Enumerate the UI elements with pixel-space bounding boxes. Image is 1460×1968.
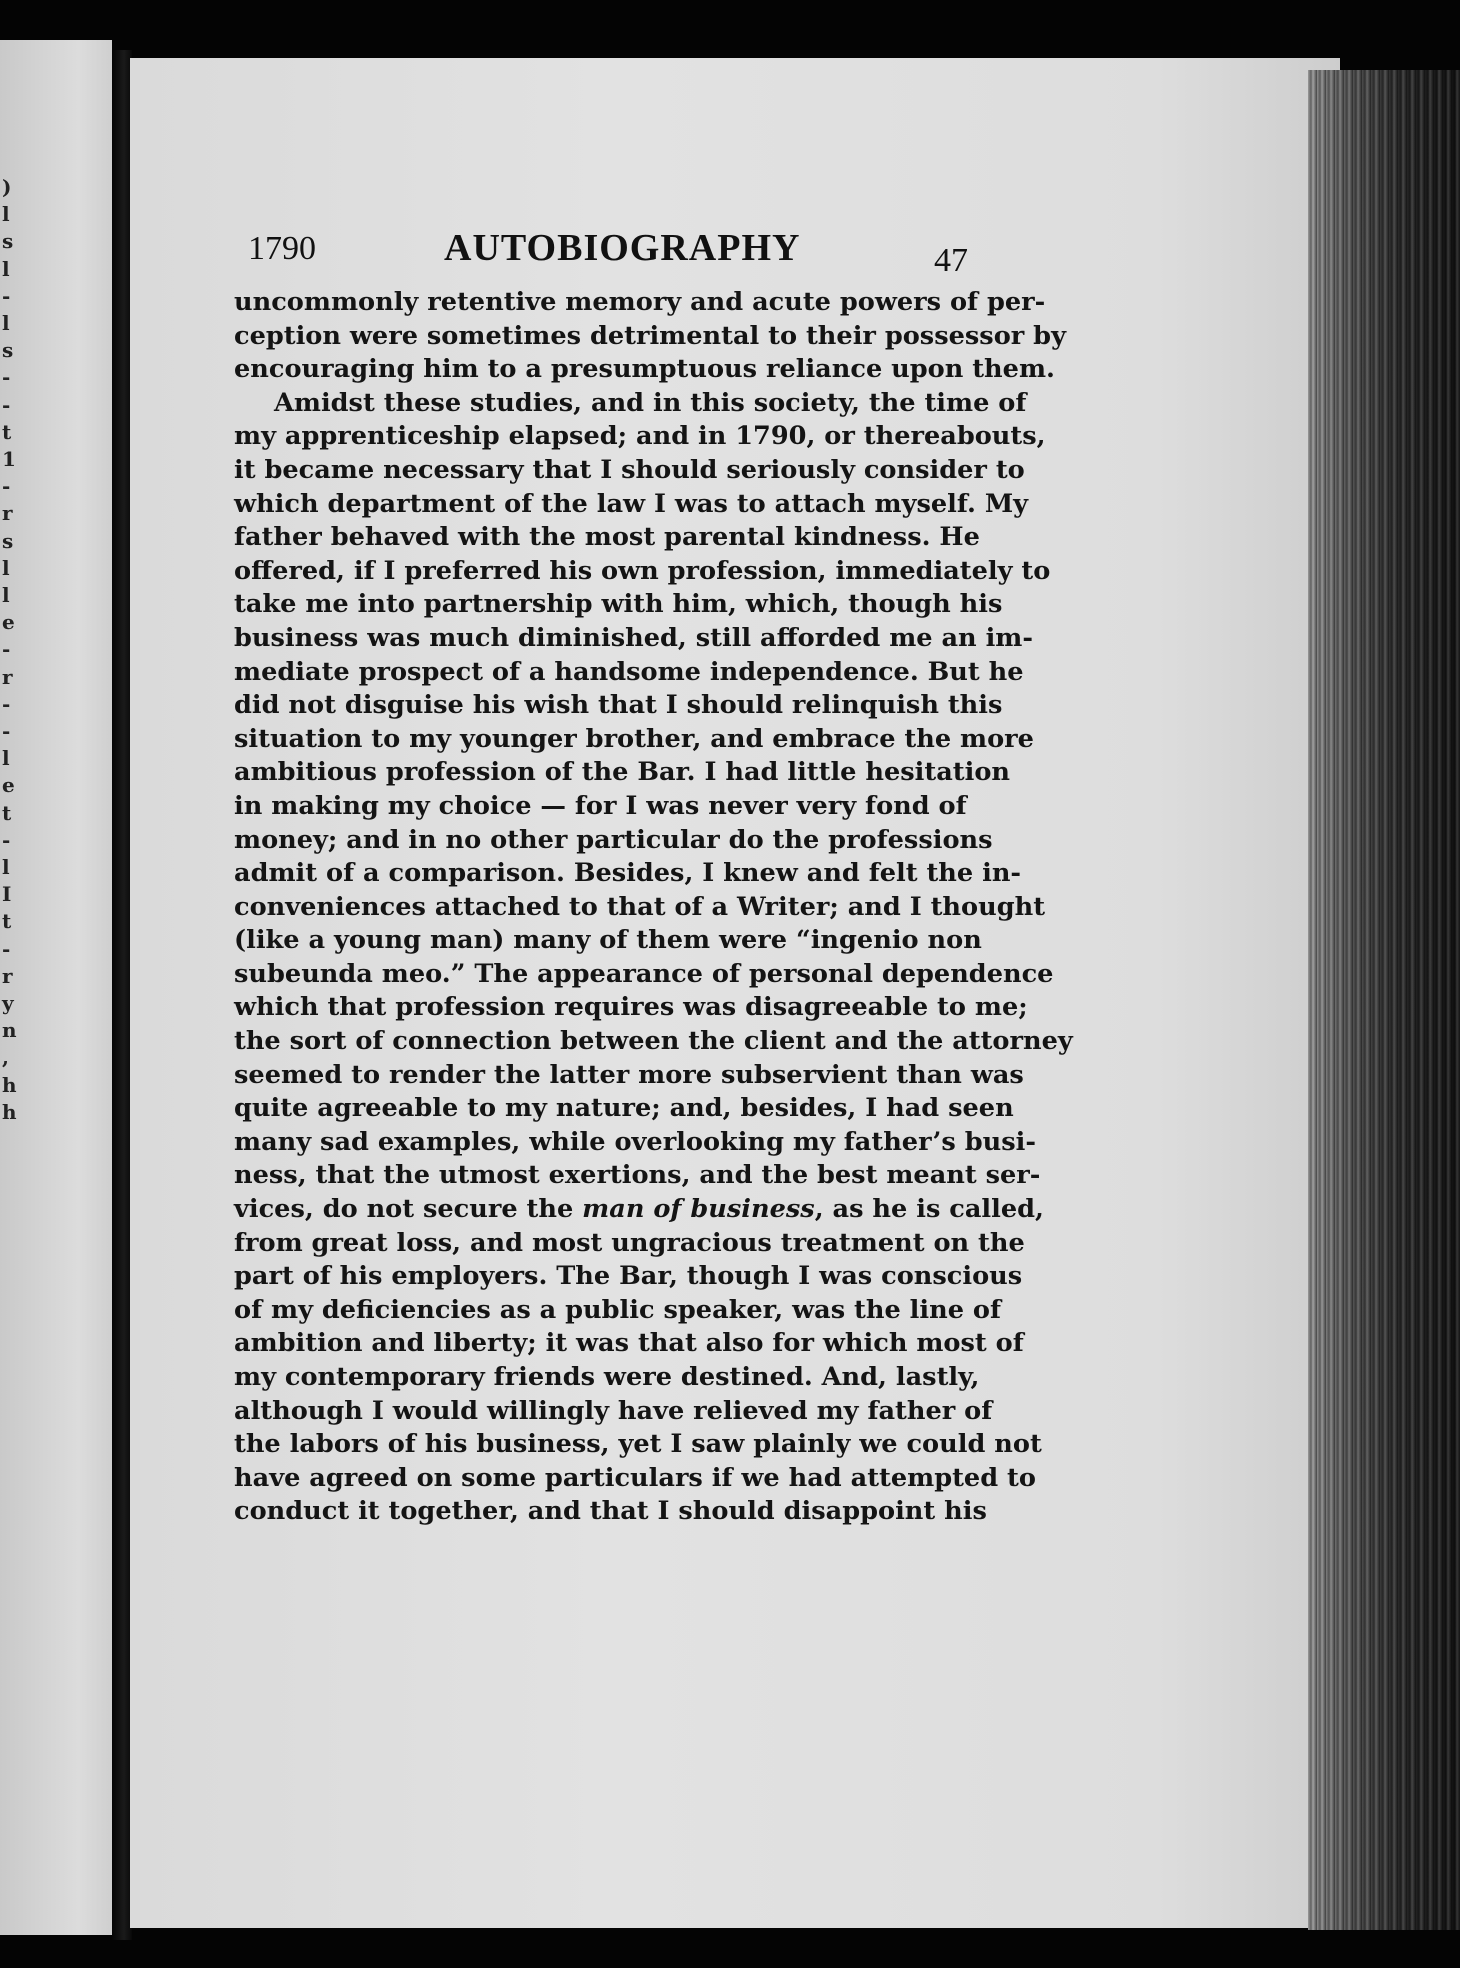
left-page-fragment: l: [2, 583, 10, 607]
text-line: ness, that the utmost exertions, and the best meant ser-: [234, 1160, 1041, 1191]
left-page-fragment: s: [2, 338, 14, 363]
text-line: ception were sometimes detrimental to their possessor by: [234, 320, 1066, 351]
text-line: [234, 1193, 1044, 1227]
left-page-fragment: -: [2, 936, 11, 961]
text-line: which that profession requires was disagreeable to me;: [234, 992, 1028, 1023]
left-page-fragment: ): [2, 175, 12, 199]
left-page-fragment: r: [2, 501, 13, 526]
text-line: which department of the law I was to attach myself. My: [234, 488, 1029, 519]
text-line: although I would willingly have relieved my father of: [234, 1395, 993, 1426]
left-page-text-fragments: [0, 40, 17, 1935]
text-line: did not disguise his wish that I should relinquish this: [234, 690, 1003, 721]
text-line: take me into partnership with him, which, though his: [234, 589, 1003, 620]
text-line: encouraging him to a presumptuous reliance upon them.: [234, 354, 1055, 385]
left-page-fragment: t: [2, 909, 12, 934]
left-page-fragment: e: [2, 773, 15, 798]
header-title: AUTOBIOGRAPHY: [444, 227, 801, 269]
text-line: in making my choice — for I was never very fond of: [234, 790, 967, 821]
text-line: business was much diminished, still afforded me an im-: [234, 622, 1033, 653]
text-line: ambitious profession of the Bar. I had little hesitation: [234, 757, 1011, 788]
left-page-fragment: l: [2, 311, 10, 335]
italic-phrase: man of business: [582, 1194, 815, 1225]
left-page-fragment: -: [2, 283, 11, 308]
left-page-fragment: r: [2, 963, 13, 988]
left-page-fragment: -: [2, 637, 11, 662]
left-page-fragment: s: [2, 229, 14, 254]
left-page-fragment: 1: [2, 447, 16, 471]
left-page-fragment: h: [2, 1099, 17, 1124]
text-line: (like a young man) many of them were “ingenio non: [234, 925, 982, 956]
left-page-fragment: t: [2, 800, 12, 825]
left-page-fragment: -: [2, 691, 11, 716]
text-line: many sad examples, while overlooking my father’s busi-: [234, 1126, 1036, 1157]
page-edges: [1308, 70, 1460, 1930]
left-page-fragment: -: [2, 474, 11, 499]
text-line: have agreed on some particulars if we had attempted to: [234, 1462, 1036, 1493]
left-page-fragment: l: [2, 202, 10, 227]
left-page-fragment: n: [2, 1018, 17, 1043]
text-line-segment: vices, do not secure the: [234, 1194, 583, 1225]
text-line: conveniences attached to that of a Writer; and I thought: [234, 891, 1046, 922]
text-line: subeunda meo.” The appearance of personal dependence: [234, 958, 1054, 989]
text-line: ambition and liberty; it was that also for which most of: [234, 1328, 1024, 1359]
text-line: situation to my younger brother, and embrace the more: [234, 723, 1034, 754]
left-page-fragment: ,: [2, 1045, 9, 1070]
left-page-fragment: -: [2, 827, 11, 852]
left-page-fragment: l: [2, 855, 10, 879]
text-line: Amidst these studies, and in this society, the time of: [274, 387, 1027, 418]
left-page-fragment: l: [2, 555, 10, 580]
book-gutter: [112, 50, 132, 1940]
running-header: [248, 226, 968, 286]
text-line: part of his employers. The Bar, though I was conscious: [234, 1261, 1023, 1292]
left-page-fragment: t: [2, 419, 12, 444]
left-page-fragment: I: [2, 882, 12, 907]
text-line: my contemporary friends were destined. And, lastly,: [234, 1362, 980, 1392]
text-line: the labors of his business, yet I saw plainly we could not: [234, 1429, 1042, 1460]
text-line: conduct it together, and that I should disappoint his: [234, 1496, 987, 1527]
text-line: from great loss, and most ungracious treatment on the: [234, 1227, 1025, 1258]
header-year: 1790: [248, 230, 316, 267]
left-page-fragment: -: [2, 365, 11, 390]
text-line: father behaved with the most parental kindness. He: [234, 522, 980, 553]
left-page-fragment: e: [2, 610, 15, 635]
text-line: admit of a comparison. Besides, I knew and felt the in-: [234, 858, 1022, 889]
left-page-fragment: y: [2, 991, 14, 1015]
text-line: the sort of connection between the client and the attorney: [234, 1026, 1073, 1057]
text-line: my apprenticeship elapsed; and in 1790, or thereabouts,: [234, 421, 1046, 452]
page-body-text: [234, 286, 1073, 1529]
left-page-fragment: s: [2, 528, 14, 553]
left-page-fragment: -: [2, 719, 11, 743]
left-page-fragment: l: [2, 746, 10, 771]
left-page-fragment: h: [2, 1072, 17, 1097]
left-page-fragment: l: [2, 256, 10, 281]
text-line: mediate prospect of a handsome independence. But he: [234, 656, 1024, 687]
text-line: it became necessary that I should seriously consider to: [234, 454, 1025, 485]
left-page-fragment: r: [2, 664, 13, 689]
text-line: money; and in no other particular do the professions: [234, 824, 993, 855]
text-line: of my deficiencies as a public speaker, was the line of: [234, 1294, 1001, 1325]
text-line: uncommonly retentive memory and acute powers of per-: [234, 287, 1046, 317]
text-line: offered, if I preferred his own profession, immediately to: [234, 555, 1051, 586]
left-page-fragment: -: [2, 392, 11, 417]
text-line: quite agreeable to my nature; and, besides, I had seen: [234, 1093, 1014, 1124]
page-number: 47: [934, 242, 968, 279]
text-line-segment: , as he is called,: [814, 1194, 1044, 1225]
left-facing-page: [0, 40, 112, 1935]
text-line: seemed to render the latter more subservient than was: [234, 1059, 1024, 1090]
